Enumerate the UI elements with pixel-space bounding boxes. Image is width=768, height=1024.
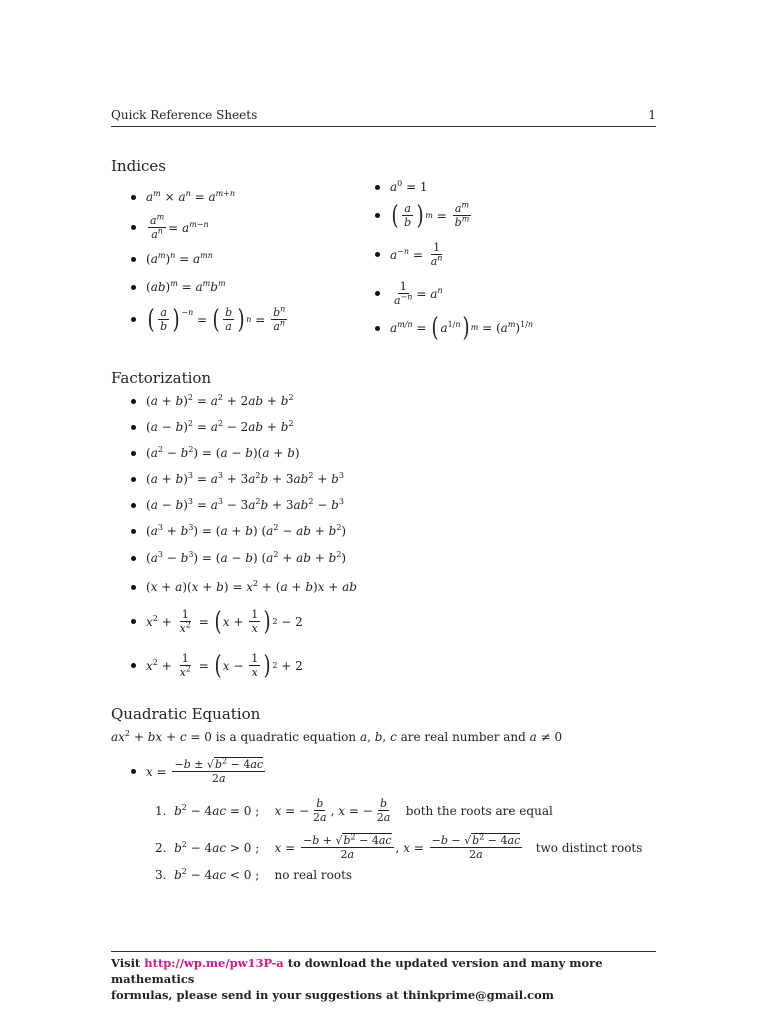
- quadratic-intro: $ax^2$ + bx + c = 0 is a quadratic equation a, b, c are real number and a ≠ 0: [111, 729, 563, 744]
- page-number: 1: [648, 108, 656, 122]
- formula-indices-5: ( $\frac{a}{b}$ ) −n = ( $\frac{b}{a}$ ) n = $\frac{b^n}{a^n}$: [131, 306, 289, 333]
- formula-fact-7: $(a^3 - b^3) = (a - b) (a^2$ + ab + $b^2$): [131, 551, 346, 565]
- footer-text-2: formulas, please send in your suggestions at thinkprime@gmail.com: [111, 988, 554, 1002]
- footer-divider: [111, 951, 656, 952]
- quadratic-intro-text: is a quadratic equation: [215, 730, 357, 744]
- page-header: [111, 108, 656, 127]
- formula-fact-8: $(x + a)(x + b) = x^2 + (a + b)x$ + ab: [131, 580, 357, 594]
- header-title: Quick Reference Sheets: [111, 108, 258, 122]
- formula-indices-7: ( $\frac{a}{b}$ ) m = $\frac{a^m}{b^m}$: [375, 202, 473, 229]
- page-footer: [111, 955, 656, 1003]
- formula-indices-3: $(a^m)^n = a^{mn}$: [131, 252, 213, 266]
- footer-visit: Visit: [111, 956, 141, 970]
- root-case-1: 1. $b^2 - 4ac = 0$ ; x = − $\frac{b}{2a}$ , x = − $\frac{b}{2a}$ both the roots are equal: [155, 797, 553, 824]
- formula-indices-6: $a^0 = 1$: [375, 180, 428, 194]
- formula-indices-2: $\frac{a^m}{a^n}$ = $a^{m-n}$: [131, 214, 209, 241]
- quadratic-formula: x = $\frac{-b \pm √b^2 - 4ac}{2a}$: [131, 758, 267, 785]
- footer-link[interactable]: http://wp.me/pw13P-a: [144, 956, 284, 970]
- formula-indices-4: $(ab)^m = a^mb^m$: [131, 280, 226, 294]
- formula-fact-3: $(a^2 - b^2) = (a - b)(a + b)$: [131, 446, 300, 460]
- section-heading-factorization: Factorization: [111, 369, 212, 387]
- formula-fact-4: $(a + b)^3 = a^3 + 3a^2b + 3ab^2 + b^3$: [131, 472, 344, 486]
- formula-indices-1: $a^m \times a^n = a^{m+n}$: [131, 190, 235, 204]
- section-heading-indices: Indices: [111, 157, 166, 175]
- root-case-3-text: no real roots: [274, 868, 353, 882]
- root-case-2: 2. $b^2 - 4ac > 0$ ; x = $\frac{-b + √b^2 - 4ac}{2a}$ , x = $\frac{-b - √b^2 - 4ac}{2a}$ two distinct roots: [155, 832, 643, 861]
- section-heading-quadratic: Quadratic Equation: [111, 705, 261, 723]
- formula-fact-2: $(a - b)^2 = a^2 - 2ab + b^2$: [131, 420, 294, 434]
- formula-indices-9: $\frac{1}{a^{-n}}$ = $a^n$: [375, 280, 443, 307]
- root-case-2-text: two distinct roots: [535, 840, 643, 855]
- formula-fact-5: $(a - b)^3 = a^3 - 3a^2b + 3ab^2 - b^3$: [131, 498, 344, 512]
- formula-fact-9: $x^2$ + $\frac{1}{x^2}$ = ( x + $\frac{1}{x}$ ) 2 − 2: [131, 608, 303, 635]
- formula-fact-1: $(a + b)^2 = a^2 + 2ab + b^2$: [131, 394, 294, 408]
- quadratic-intro-text2: are real number and: [400, 730, 526, 744]
- root-case-1-text: both the roots are equal: [405, 803, 553, 818]
- formula-fact-6: $(a^3 + b^3) = (a + b) (a^2$ − ab + $b^2$): [131, 524, 346, 538]
- formula-fact-10: $x^2$ + $\frac{1}{x^2}$ = ( x − $\frac{1}{x}$ ) 2 + 2: [131, 652, 303, 679]
- formula-indices-10: $a^{m/n}$ = ( $a^{1/n}$ ) m = $(a^m)^{1/n}$: [375, 318, 533, 338]
- footer-text-1: to download the updated version and many more mathematics: [111, 956, 603, 986]
- root-case-3: 3. $b^2 - 4ac < 0$ ; no real roots: [155, 867, 353, 882]
- formula-indices-8: $a^{-n}$ = $\frac{1}{a^n}$: [375, 241, 446, 268]
